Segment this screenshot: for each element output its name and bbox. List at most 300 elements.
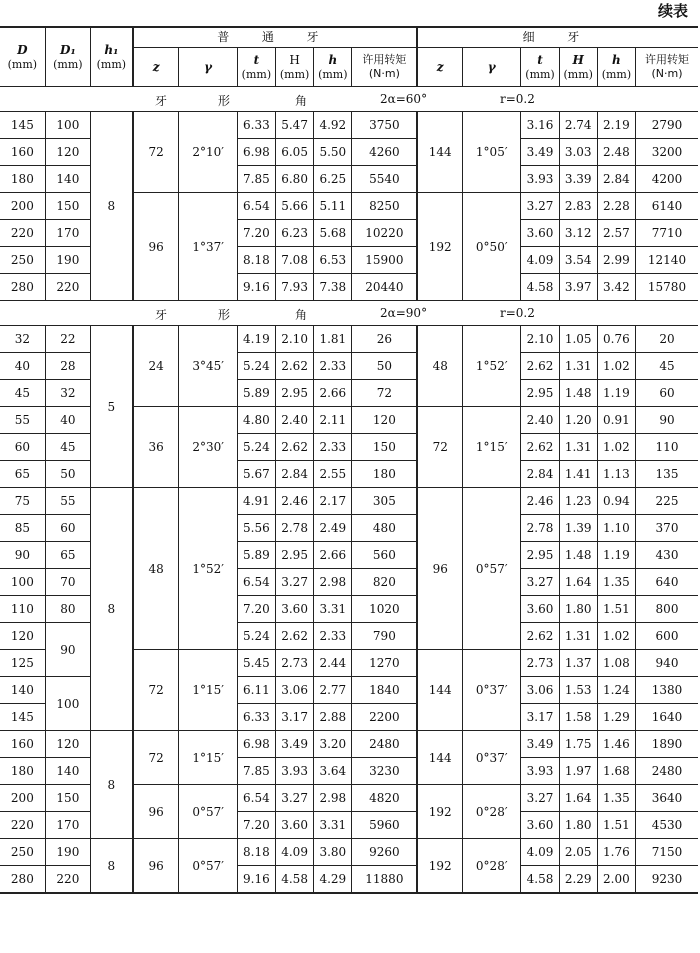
cell-fine-gamma: 0°57′ (463, 488, 521, 650)
section-r: r=0.2 (500, 306, 535, 320)
col-fine-h: h (mm) (597, 48, 635, 87)
cell-fine-h: 2.99 (597, 247, 635, 274)
cell-fine-H: 1.64 (559, 785, 597, 812)
cell-coarse-t: 5.24 (237, 434, 275, 461)
cell-fine-h: 1.51 (597, 596, 635, 623)
cell-coarse-h: 3.31 (314, 812, 352, 839)
cell-D: 200 (0, 785, 45, 812)
cell-fine-t: 3.49 (521, 139, 559, 166)
cell-coarse-t: 6.33 (237, 112, 275, 139)
cell-D1: 120 (45, 731, 90, 758)
cell-fine-torque: 12140 (636, 247, 698, 274)
cell-D1: 140 (45, 758, 90, 785)
cell-coarse-t: 5.67 (237, 461, 275, 488)
cell-fine-H: 1.64 (559, 569, 597, 596)
cell-fine-t: 2.95 (521, 380, 559, 407)
cell-fine-gamma: 1°05′ (463, 112, 521, 193)
cell-D1: 32 (45, 380, 90, 407)
table-row (0, 731, 698, 758)
cell-fine-z: 144 (417, 112, 462, 193)
cell-D: 200 (0, 193, 45, 220)
cell-fine-h: 1.51 (597, 812, 635, 839)
cell-fine-z: 192 (417, 193, 462, 301)
cell-h1: 8 (91, 112, 133, 301)
cell-D: 125 (0, 650, 45, 677)
cell-fine-torque: 1640 (636, 704, 698, 731)
cell-fine-gamma: 0°28′ (463, 839, 521, 894)
cell-coarse-H: 3.27 (276, 569, 314, 596)
cell-D1: 150 (45, 785, 90, 812)
cell-coarse-H: 5.66 (276, 193, 314, 220)
cell-D: 160 (0, 139, 45, 166)
cell-coarse-H: 2.95 (276, 542, 314, 569)
cell-fine-t: 2.40 (521, 407, 559, 434)
cell-coarse-torque: 10220 (352, 220, 417, 247)
cell-coarse-h: 2.33 (314, 623, 352, 650)
cell-D: 180 (0, 166, 45, 193)
cell-coarse-h: 5.68 (314, 220, 352, 247)
cell-fine-torque: 2790 (636, 112, 698, 139)
cell-fine-torque: 6140 (636, 193, 698, 220)
cell-coarse-H: 6.80 (276, 166, 314, 193)
cell-fine-t: 4.09 (521, 247, 559, 274)
cell-h1: 8 (91, 488, 133, 731)
cell-coarse-t: 7.20 (237, 596, 275, 623)
cell-fine-H: 2.05 (559, 839, 597, 866)
table-row (0, 112, 698, 139)
section-label-c: 角 (295, 94, 308, 108)
cell-fine-torque: 90 (636, 407, 698, 434)
cell-coarse-torque: 15900 (352, 247, 417, 274)
cell-coarse-t: 8.18 (237, 839, 275, 866)
cell-coarse-H: 6.05 (276, 139, 314, 166)
cell-coarse-t: 6.54 (237, 785, 275, 812)
cell-fine-h: 1.19 (597, 380, 635, 407)
cell-fine-t: 3.27 (521, 785, 559, 812)
cell-coarse-t: 5.45 (237, 650, 275, 677)
cell-fine-h: 2.28 (597, 193, 635, 220)
col-coarse-torque: 许用转矩 (N·m) (352, 48, 417, 87)
cell-fine-torque: 3200 (636, 139, 698, 166)
cell-coarse-torque: 9260 (352, 839, 417, 866)
section-cell (0, 87, 698, 112)
cell-fine-t: 2.10 (521, 326, 559, 353)
cell-coarse-z: 96 (133, 839, 179, 894)
cell-D: 40 (0, 353, 45, 380)
col-coarse-t: t (mm) (237, 48, 275, 87)
cell-fine-z: 48 (417, 326, 462, 407)
cell-fine-gamma: 0°37′ (463, 731, 521, 785)
cell-D1: 190 (45, 247, 90, 274)
cell-coarse-h: 2.44 (314, 650, 352, 677)
cell-h1: 5 (91, 326, 133, 488)
cell-fine-H: 1.37 (559, 650, 597, 677)
cell-fine-H: 1.31 (559, 353, 597, 380)
cell-coarse-h: 3.80 (314, 839, 352, 866)
cell-coarse-t: 9.16 (237, 866, 275, 894)
cell-D1: 190 (45, 839, 90, 866)
table-body (0, 87, 698, 894)
cell-coarse-H: 2.10 (276, 326, 314, 353)
cell-coarse-H: 4.58 (276, 866, 314, 894)
cell-coarse-H: 2.62 (276, 353, 314, 380)
cell-fine-h: 2.84 (597, 166, 635, 193)
cell-fine-t: 2.62 (521, 623, 559, 650)
cell-coarse-h: 4.29 (314, 866, 352, 894)
cell-coarse-h: 2.55 (314, 461, 352, 488)
cell-coarse-t: 8.18 (237, 247, 275, 274)
col-coarse-h: h (mm) (314, 48, 352, 87)
cell-D1: 140 (45, 166, 90, 193)
col-fine-H: H (mm) (559, 48, 597, 87)
cell-coarse-H: 3.49 (276, 731, 314, 758)
section-label-a: 牙 (155, 94, 168, 108)
cell-fine-torque: 800 (636, 596, 698, 623)
cell-h1: 8 (91, 839, 133, 894)
cell-coarse-z: 24 (133, 326, 179, 407)
cell-fine-t: 2.78 (521, 515, 559, 542)
cell-coarse-torque: 150 (352, 434, 417, 461)
cell-coarse-H: 2.84 (276, 461, 314, 488)
cell-fine-H: 3.54 (559, 247, 597, 274)
cell-D1: 60 (45, 515, 90, 542)
cell-D: 250 (0, 247, 45, 274)
cell-fine-H: 2.74 (559, 112, 597, 139)
cell-fine-h: 1.13 (597, 461, 635, 488)
cell-fine-t: 4.58 (521, 866, 559, 894)
cell-D1: 170 (45, 812, 90, 839)
cell-D1: 80 (45, 596, 90, 623)
cell-coarse-h: 6.25 (314, 166, 352, 193)
cell-coarse-torque: 560 (352, 542, 417, 569)
col-D1: D₁ (mm) (45, 27, 90, 87)
cell-fine-H: 1.41 (559, 461, 597, 488)
cell-fine-h: 1.46 (597, 731, 635, 758)
cell-D1: 22 (45, 326, 90, 353)
cell-coarse-torque: 4260 (352, 139, 417, 166)
cell-coarse-H: 3.93 (276, 758, 314, 785)
cell-coarse-torque: 1020 (352, 596, 417, 623)
cell-fine-torque: 430 (636, 542, 698, 569)
table-row (0, 839, 698, 866)
cell-fine-t: 2.73 (521, 650, 559, 677)
cell-coarse-torque: 480 (352, 515, 417, 542)
cell-coarse-torque: 72 (352, 380, 417, 407)
cell-fine-h: 1.02 (597, 434, 635, 461)
section-cell (0, 301, 698, 326)
cell-coarse-torque: 3230 (352, 758, 417, 785)
cell-coarse-h: 3.64 (314, 758, 352, 785)
cell-D: 145 (0, 112, 45, 139)
cell-fine-h: 1.02 (597, 623, 635, 650)
col-h1: h₁ (mm) (91, 27, 133, 87)
section-row (0, 301, 698, 326)
cell-fine-torque: 3640 (636, 785, 698, 812)
cell-fine-t: 3.60 (521, 812, 559, 839)
coarse-thread-header: 普 通 牙 (133, 27, 418, 48)
cell-coarse-t: 5.89 (237, 542, 275, 569)
cell-fine-z: 192 (417, 785, 462, 839)
cell-D: 280 (0, 274, 45, 301)
cell-coarse-H: 7.93 (276, 274, 314, 301)
cell-coarse-h: 2.66 (314, 542, 352, 569)
cell-D1: 150 (45, 193, 90, 220)
col-D: D (mm) (0, 27, 45, 87)
cell-coarse-t: 6.11 (237, 677, 275, 704)
cell-fine-t: 3.17 (521, 704, 559, 731)
cell-fine-H: 1.75 (559, 731, 597, 758)
cell-fine-H: 3.12 (559, 220, 597, 247)
fine-thread-header: 细 牙 (417, 27, 698, 48)
cell-coarse-H: 3.27 (276, 785, 314, 812)
section-label-c: 角 (295, 308, 308, 322)
section-row (0, 87, 698, 112)
section-label-b: 形 (218, 94, 231, 108)
cell-coarse-h: 1.81 (314, 326, 352, 353)
cell-fine-H: 1.39 (559, 515, 597, 542)
cell-fine-H: 1.23 (559, 488, 597, 515)
cell-fine-torque: 7710 (636, 220, 698, 247)
col-coarse-z: z (133, 48, 179, 87)
cell-coarse-H: 3.60 (276, 812, 314, 839)
cell-fine-t: 3.93 (521, 758, 559, 785)
cell-D1: 55 (45, 488, 90, 515)
cell-coarse-H: 3.60 (276, 596, 314, 623)
cell-D: 55 (0, 407, 45, 434)
cell-fine-H: 1.58 (559, 704, 597, 731)
cell-fine-t: 3.27 (521, 569, 559, 596)
cell-fine-t: 3.60 (521, 596, 559, 623)
section-label-b: 形 (218, 308, 231, 322)
cell-coarse-torque: 1270 (352, 650, 417, 677)
cell-coarse-t: 6.54 (237, 193, 275, 220)
cell-fine-h: 1.19 (597, 542, 635, 569)
cell-fine-torque: 135 (636, 461, 698, 488)
cell-fine-H: 1.20 (559, 407, 597, 434)
cell-coarse-torque: 120 (352, 407, 417, 434)
cell-coarse-t: 9.16 (237, 274, 275, 301)
cell-fine-H: 1.80 (559, 812, 597, 839)
cell-fine-torque: 4200 (636, 166, 698, 193)
cell-fine-h: 1.24 (597, 677, 635, 704)
cell-coarse-torque: 20440 (352, 274, 417, 301)
cell-coarse-h: 2.11 (314, 407, 352, 434)
cell-coarse-t: 6.33 (237, 704, 275, 731)
cell-D: 250 (0, 839, 45, 866)
cell-fine-H: 3.03 (559, 139, 597, 166)
cell-fine-torque: 370 (636, 515, 698, 542)
cell-coarse-t: 6.98 (237, 731, 275, 758)
cell-D1: 220 (45, 866, 90, 894)
cell-D: 60 (0, 434, 45, 461)
cell-fine-z: 144 (417, 650, 462, 731)
cell-fine-t: 2.95 (521, 542, 559, 569)
col-coarse-gamma: γ (179, 48, 237, 87)
cell-fine-h: 0.76 (597, 326, 635, 353)
cell-coarse-t: 4.91 (237, 488, 275, 515)
cell-D1: 220 (45, 274, 90, 301)
cell-fine-h: 2.48 (597, 139, 635, 166)
cell-fine-H: 1.48 (559, 542, 597, 569)
cell-coarse-H: 2.62 (276, 623, 314, 650)
col-fine-z: z (417, 48, 462, 87)
cell-h1: 8 (91, 731, 133, 839)
cell-coarse-z: 96 (133, 785, 179, 839)
cell-fine-H: 1.48 (559, 380, 597, 407)
cell-coarse-h: 2.49 (314, 515, 352, 542)
cell-D1: 120 (45, 139, 90, 166)
cell-fine-h: 1.10 (597, 515, 635, 542)
thread-spec-table (0, 26, 698, 894)
cell-D1: 90 (45, 623, 90, 677)
cell-D: 280 (0, 866, 45, 894)
cell-fine-torque: 20 (636, 326, 698, 353)
cell-fine-t: 2.62 (521, 434, 559, 461)
cell-coarse-H: 2.95 (276, 380, 314, 407)
cell-fine-H: 2.83 (559, 193, 597, 220)
cell-fine-t: 3.16 (521, 112, 559, 139)
cell-fine-t: 3.60 (521, 220, 559, 247)
cell-coarse-h: 2.88 (314, 704, 352, 731)
section-alpha: 2α=90° (380, 306, 428, 320)
cell-coarse-h: 2.33 (314, 353, 352, 380)
cell-fine-H: 1.53 (559, 677, 597, 704)
cell-fine-torque: 7150 (636, 839, 698, 866)
cell-coarse-torque: 180 (352, 461, 417, 488)
cell-fine-h: 1.35 (597, 569, 635, 596)
cell-fine-gamma: 0°37′ (463, 650, 521, 731)
cell-D1: 45 (45, 434, 90, 461)
cell-fine-H: 1.31 (559, 434, 597, 461)
cell-coarse-torque: 11880 (352, 866, 417, 894)
cell-D: 65 (0, 461, 45, 488)
cell-coarse-h: 6.53 (314, 247, 352, 274)
cell-fine-h: 0.91 (597, 407, 635, 434)
cell-fine-H: 1.80 (559, 596, 597, 623)
cell-fine-h: 2.00 (597, 866, 635, 894)
cell-coarse-t: 5.56 (237, 515, 275, 542)
cell-D: 220 (0, 220, 45, 247)
cell-fine-z: 96 (417, 488, 462, 650)
cell-fine-gamma: 1°52′ (463, 326, 521, 407)
cell-fine-torque: 2480 (636, 758, 698, 785)
cell-fine-t: 4.58 (521, 274, 559, 301)
cell-coarse-h: 2.98 (314, 785, 352, 812)
cell-D1: 170 (45, 220, 90, 247)
cell-coarse-torque: 8250 (352, 193, 417, 220)
cell-coarse-h: 3.31 (314, 596, 352, 623)
cell-fine-h: 3.42 (597, 274, 635, 301)
cell-coarse-torque: 5960 (352, 812, 417, 839)
cell-fine-gamma: 0°28′ (463, 785, 521, 839)
cell-D: 140 (0, 677, 45, 704)
cell-fine-torque: 1380 (636, 677, 698, 704)
cell-coarse-torque: 1840 (352, 677, 417, 704)
cell-fine-torque: 110 (636, 434, 698, 461)
table-row (0, 488, 698, 515)
cell-D: 32 (0, 326, 45, 353)
cell-coarse-H: 4.09 (276, 839, 314, 866)
cell-fine-torque: 4530 (636, 812, 698, 839)
cell-coarse-torque: 26 (352, 326, 417, 353)
cell-D1: 28 (45, 353, 90, 380)
cell-fine-torque: 15780 (636, 274, 698, 301)
cell-coarse-z: 72 (133, 731, 179, 785)
cell-D: 110 (0, 596, 45, 623)
cell-fine-h: 1.68 (597, 758, 635, 785)
cell-coarse-H: 6.23 (276, 220, 314, 247)
cell-coarse-h: 2.17 (314, 488, 352, 515)
cell-coarse-torque: 820 (352, 569, 417, 596)
cell-fine-h: 1.35 (597, 785, 635, 812)
cell-coarse-h: 7.38 (314, 274, 352, 301)
cell-coarse-gamma: 2°30′ (179, 407, 237, 488)
cell-D1: 100 (45, 677, 90, 731)
cell-coarse-t: 5.24 (237, 623, 275, 650)
table-header (0, 27, 698, 87)
cell-D1: 70 (45, 569, 90, 596)
cell-fine-torque: 940 (636, 650, 698, 677)
cell-fine-torque: 640 (636, 569, 698, 596)
cell-fine-h: 1.29 (597, 704, 635, 731)
cell-coarse-t: 7.85 (237, 166, 275, 193)
cell-fine-torque: 60 (636, 380, 698, 407)
cell-coarse-H: 2.46 (276, 488, 314, 515)
cell-coarse-H: 2.73 (276, 650, 314, 677)
cell-coarse-h: 2.33 (314, 434, 352, 461)
cell-fine-H: 3.97 (559, 274, 597, 301)
cell-coarse-t: 6.54 (237, 569, 275, 596)
cell-fine-t: 2.62 (521, 353, 559, 380)
cell-fine-h: 1.76 (597, 839, 635, 866)
cell-coarse-H: 2.62 (276, 434, 314, 461)
table-row (0, 326, 698, 353)
cell-fine-h: 1.02 (597, 353, 635, 380)
section-r: r=0.2 (500, 92, 535, 106)
cell-coarse-h: 2.77 (314, 677, 352, 704)
cell-fine-h: 0.94 (597, 488, 635, 515)
cell-D1: 100 (45, 112, 90, 139)
cell-coarse-h: 2.98 (314, 569, 352, 596)
cell-fine-t: 3.93 (521, 166, 559, 193)
cell-coarse-gamma: 3°45′ (179, 326, 237, 407)
cell-coarse-h: 5.50 (314, 139, 352, 166)
cell-fine-z: 144 (417, 731, 462, 785)
cell-fine-gamma: 0°50′ (463, 193, 521, 301)
cell-fine-z: 192 (417, 839, 462, 894)
cell-coarse-torque: 2480 (352, 731, 417, 758)
cell-coarse-gamma: 1°15′ (179, 731, 237, 785)
cell-fine-h: 2.57 (597, 220, 635, 247)
cell-coarse-H: 5.47 (276, 112, 314, 139)
cell-coarse-t: 5.24 (237, 353, 275, 380)
cell-fine-t: 3.06 (521, 677, 559, 704)
cell-fine-torque: 600 (636, 623, 698, 650)
cell-D: 75 (0, 488, 45, 515)
cell-coarse-H: 2.78 (276, 515, 314, 542)
cell-D: 120 (0, 623, 45, 650)
cell-coarse-t: 5.89 (237, 380, 275, 407)
cell-D: 145 (0, 704, 45, 731)
cell-fine-h: 2.19 (597, 112, 635, 139)
cell-fine-H: 1.97 (559, 758, 597, 785)
cell-coarse-z: 72 (133, 650, 179, 731)
cell-fine-torque: 1890 (636, 731, 698, 758)
cell-coarse-H: 2.40 (276, 407, 314, 434)
cell-fine-t: 3.49 (521, 731, 559, 758)
cell-D1: 65 (45, 542, 90, 569)
cell-coarse-h: 4.92 (314, 112, 352, 139)
